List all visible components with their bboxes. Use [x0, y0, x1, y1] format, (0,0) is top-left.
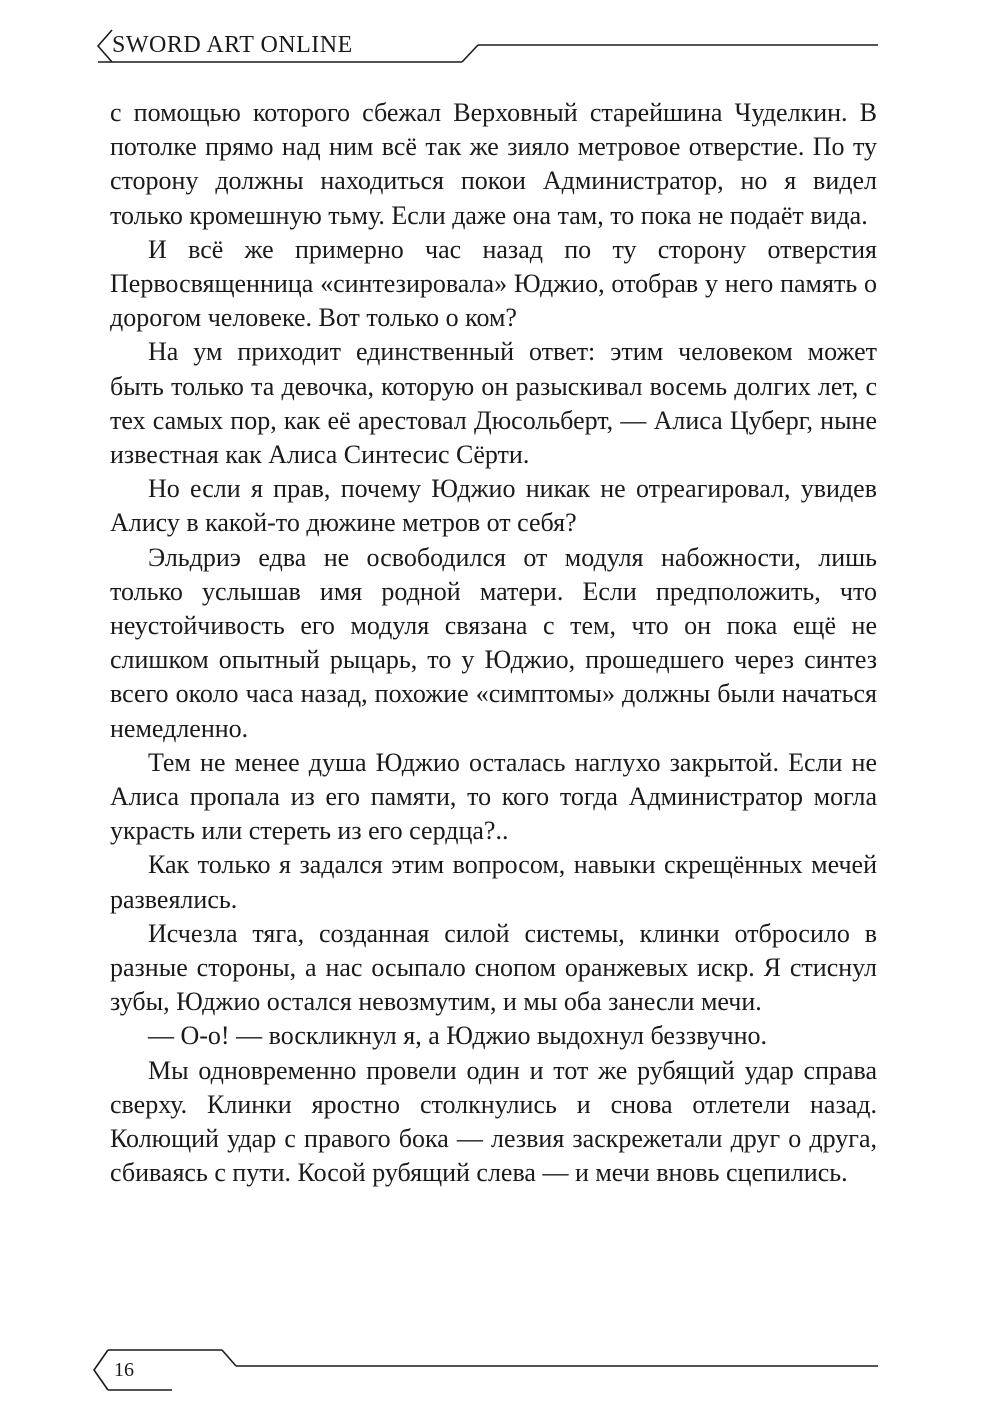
paragraph: И всё же примерно час назад по ту сторону отверстия Первосвященница «синтезировала» Юджио, отобрав у него память о дорогом человеке. Вот только о ком?: [110, 234, 877, 333]
paragraph: Как только я задался этим вопросом, навыки скрещённых мечей развеялись.: [110, 850, 877, 914]
paragraph: Мы одновременно провели один и тот же рубящий удар справа сверху. Клинки яростно столкнулись и снова отлетели назад. Колющий удар с правого бока — лезвия заскрежетали друг о друга, сбиваясь с пути. Косой рубящий слева — и мечи вновь сцепились.: [110, 1055, 877, 1188]
main-text: [110, 96, 877, 1191]
footer-ornament: [0, 1340, 1000, 1400]
paragraph: Эльдриэ едва не освободился от модуля набожности, лишь только услышав имя родной матери. Если предположить, что неустойчивость его модуля связана с тем, что он пока ещё не слишком опытный рыцарь, то у Юджио, прошедшего через синтез всего около часа назад, похожие «симптомы» должны были начаться немедленно.: [110, 542, 877, 743]
paragraph: Исчезла тяга, созданная силой системы, клинки отбросило в разные стороны, а нас осыпало снопом оранжевых искр. Я стиснул зубы, Юджио остался невозмутим, и мы оба занесли мечи.: [110, 918, 877, 1017]
paragraph: Но если я прав, почему Юджио никак не отреагировал, увидев Алису в какой-то дюжине метров от себя?: [110, 474, 877, 538]
running-header: [0, 0, 1000, 80]
paragraph: — О-о! — воскликнул я, а Юджио выдохнул беззвучно.: [148, 1021, 768, 1051]
paragraph: На ум приходит единственный ответ: этим человеком может быть только та девочка, которую он разыскивал восемь долгих лет, с тех самых пор, как её арестовал Дюсольберт, — Алиса Цуберг, ныне известная как Алиса Синтесис Сёрти.: [110, 337, 877, 470]
page-footer: [0, 1340, 1000, 1400]
page-number: 16: [114, 1359, 134, 1381]
series-title: SWORD ART ONLINE: [112, 32, 353, 58]
paragraph: Тем не менее душа Юджио осталась наглухо закрытой. Если не Алиса пропала из его памяти, то кого тогда Администратор могла украсть или стереть из его сердца?..: [110, 747, 877, 846]
paragraph: с помощью которого сбежал Верховный старейшина Чуделкин. В потолке прямо над ним всё так же зияло метровое отверстие. По ту сторону должны находиться покои Администратор, но я видел только кромешную тьму. Если даже она там, то пока не подаёт вида.: [110, 98, 877, 230]
